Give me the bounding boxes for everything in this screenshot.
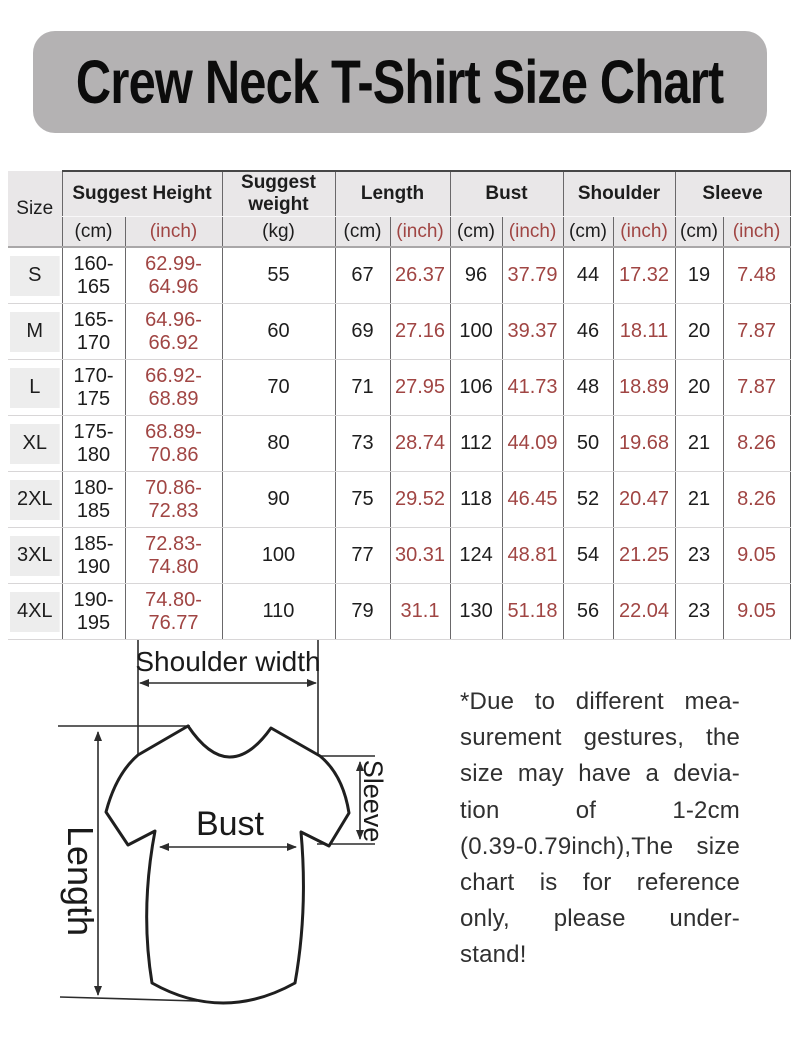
value-cell: 18.11 (613, 304, 675, 360)
disclaimer-text (460, 684, 740, 974)
value-cell: 74.80-76.77 (125, 584, 222, 640)
value-cell: 28.74 (390, 416, 450, 472)
title-banner (33, 31, 767, 133)
value-cell: 27.16 (390, 304, 450, 360)
value-cell: 48 (563, 360, 613, 416)
value-cell: 110 (222, 584, 335, 640)
value-cell: 22.04 (613, 584, 675, 640)
unit-header: (inch) (390, 217, 450, 248)
size-cell: XL (8, 416, 62, 472)
disclaimer-line: surement gestures, the (460, 724, 740, 752)
value-cell: 39.37 (502, 304, 563, 360)
value-cell: 100 (450, 304, 502, 360)
column-group-header: Sleeve (675, 171, 790, 217)
disclaimer-line: chart is for reference (460, 869, 740, 897)
value-cell: 20.47 (613, 472, 675, 528)
value-cell: 54 (563, 528, 613, 584)
unit-header: (cm) (563, 217, 613, 248)
length-guide-bottom (60, 997, 197, 1001)
unit-header: (cm) (450, 217, 502, 248)
table-row (8, 416, 790, 472)
unit-header: (inch) (613, 217, 675, 248)
disclaimer-line: only, please under- (460, 905, 740, 933)
value-cell: 56 (563, 584, 613, 640)
value-cell: 27.95 (390, 360, 450, 416)
size-column-header: Size (8, 171, 62, 247)
value-cell: 37.79 (502, 247, 563, 304)
value-cell: 41.73 (502, 360, 563, 416)
length-label: Length (60, 825, 101, 937)
value-cell: 20 (675, 360, 723, 416)
value-cell: 69 (335, 304, 390, 360)
value-cell: 26.37 (390, 247, 450, 304)
shirt-outline (106, 726, 349, 1003)
table-row (8, 247, 790, 304)
value-cell: 190-195 (62, 584, 125, 640)
disclaimer-line: *Due to different mea- (460, 688, 740, 715)
value-cell: 51.18 (502, 584, 563, 640)
value-cell: 118 (450, 472, 502, 528)
value-cell: 79 (335, 584, 390, 640)
table-row (8, 304, 790, 360)
value-cell: 8.26 (723, 472, 790, 528)
table-row (8, 472, 790, 528)
value-cell: 31.1 (390, 584, 450, 640)
table-row (8, 528, 790, 584)
column-group-header: Shoulder (563, 171, 675, 217)
unit-header: (inch) (125, 217, 222, 248)
value-cell: 17.32 (613, 247, 675, 304)
value-cell: 20 (675, 304, 723, 360)
value-cell: 70.86-72.83 (125, 472, 222, 528)
value-cell: 100 (222, 528, 335, 584)
size-cell: S (8, 247, 62, 304)
value-cell: 112 (450, 416, 502, 472)
value-cell: 46 (563, 304, 613, 360)
unit-header: (inch) (723, 217, 790, 248)
size-cell: M (8, 304, 62, 360)
size-cell: 2XL (8, 472, 62, 528)
size-cell: 3XL (8, 528, 62, 584)
value-cell: 50 (563, 416, 613, 472)
value-cell: 64.96-66.92 (125, 304, 222, 360)
tshirt-diagram (30, 625, 450, 1030)
value-cell: 18.89 (613, 360, 675, 416)
disclaimer-line: tion of 1-2cm (460, 796, 740, 824)
value-cell: 175-180 (62, 416, 125, 472)
value-cell: 44.09 (502, 416, 563, 472)
value-cell: 29.52 (390, 472, 450, 528)
size-cell: L (8, 360, 62, 416)
value-cell: 124 (450, 528, 502, 584)
value-cell: 21.25 (613, 528, 675, 584)
disclaimer-line: (0.39-0.79inch),The size (460, 832, 740, 860)
value-cell: 70 (222, 360, 335, 416)
value-cell: 23 (675, 528, 723, 584)
disclaimer-line: size may have a devia- (460, 760, 740, 788)
table-row (8, 360, 790, 416)
value-cell: 9.05 (723, 584, 790, 640)
value-cell: 21 (675, 472, 723, 528)
value-cell: 19.68 (613, 416, 675, 472)
value-cell: 7.87 (723, 360, 790, 416)
value-cell: 60 (222, 304, 335, 360)
value-cell: 62.99-64.96 (125, 247, 222, 304)
value-cell: 72.83-74.80 (125, 528, 222, 584)
value-cell: 130 (450, 584, 502, 640)
value-cell: 96 (450, 247, 502, 304)
disclaimer-line: stand! (460, 941, 527, 969)
value-cell: 71 (335, 360, 390, 416)
value-cell: 46.45 (502, 472, 563, 528)
column-group-header: Length (335, 171, 450, 217)
value-cell: 185-190 (62, 528, 125, 584)
value-cell: 30.31 (390, 528, 450, 584)
unit-header: (cm) (675, 217, 723, 248)
bust-label: Bust (195, 805, 265, 843)
column-group-header: Suggest Height (62, 171, 222, 217)
value-cell: 67 (335, 247, 390, 304)
column-group-header: Bust (450, 171, 563, 217)
size-cell: 4XL (8, 584, 62, 640)
value-cell: 7.48 (723, 247, 790, 304)
column-group-header: Suggest weight (222, 171, 335, 217)
value-cell: 68.89-70.86 (125, 416, 222, 472)
value-cell: 165-170 (62, 304, 125, 360)
value-cell: 106 (450, 360, 502, 416)
value-cell: 44 (563, 247, 613, 304)
value-cell: 75 (335, 472, 390, 528)
value-cell: 170-175 (62, 360, 125, 416)
value-cell: 80 (222, 416, 335, 472)
value-cell: 160-165 (62, 247, 125, 304)
sleeve-label: Sleeve (358, 759, 388, 843)
shoulder-width-label: Shoulder width (135, 646, 321, 677)
page-title: Crew Neck T-Shirt Size Chart (76, 48, 724, 116)
value-cell: 77 (335, 528, 390, 584)
value-cell: 52 (563, 472, 613, 528)
value-cell: 8.26 (723, 416, 790, 472)
value-cell: 90 (222, 472, 335, 528)
value-cell: 23 (675, 584, 723, 640)
size-chart-table (8, 170, 791, 640)
unit-header: (cm) (335, 217, 390, 248)
value-cell: 19 (675, 247, 723, 304)
value-cell: 55 (222, 247, 335, 304)
value-cell: 48.81 (502, 528, 563, 584)
value-cell: 66.92-68.89 (125, 360, 222, 416)
value-cell: 7.87 (723, 304, 790, 360)
unit-header: (inch) (502, 217, 563, 248)
value-cell: 73 (335, 416, 390, 472)
value-cell: 21 (675, 416, 723, 472)
value-cell: 180-185 (62, 472, 125, 528)
unit-header: (kg) (222, 217, 335, 248)
unit-header: (cm) (62, 217, 125, 248)
value-cell: 9.05 (723, 528, 790, 584)
